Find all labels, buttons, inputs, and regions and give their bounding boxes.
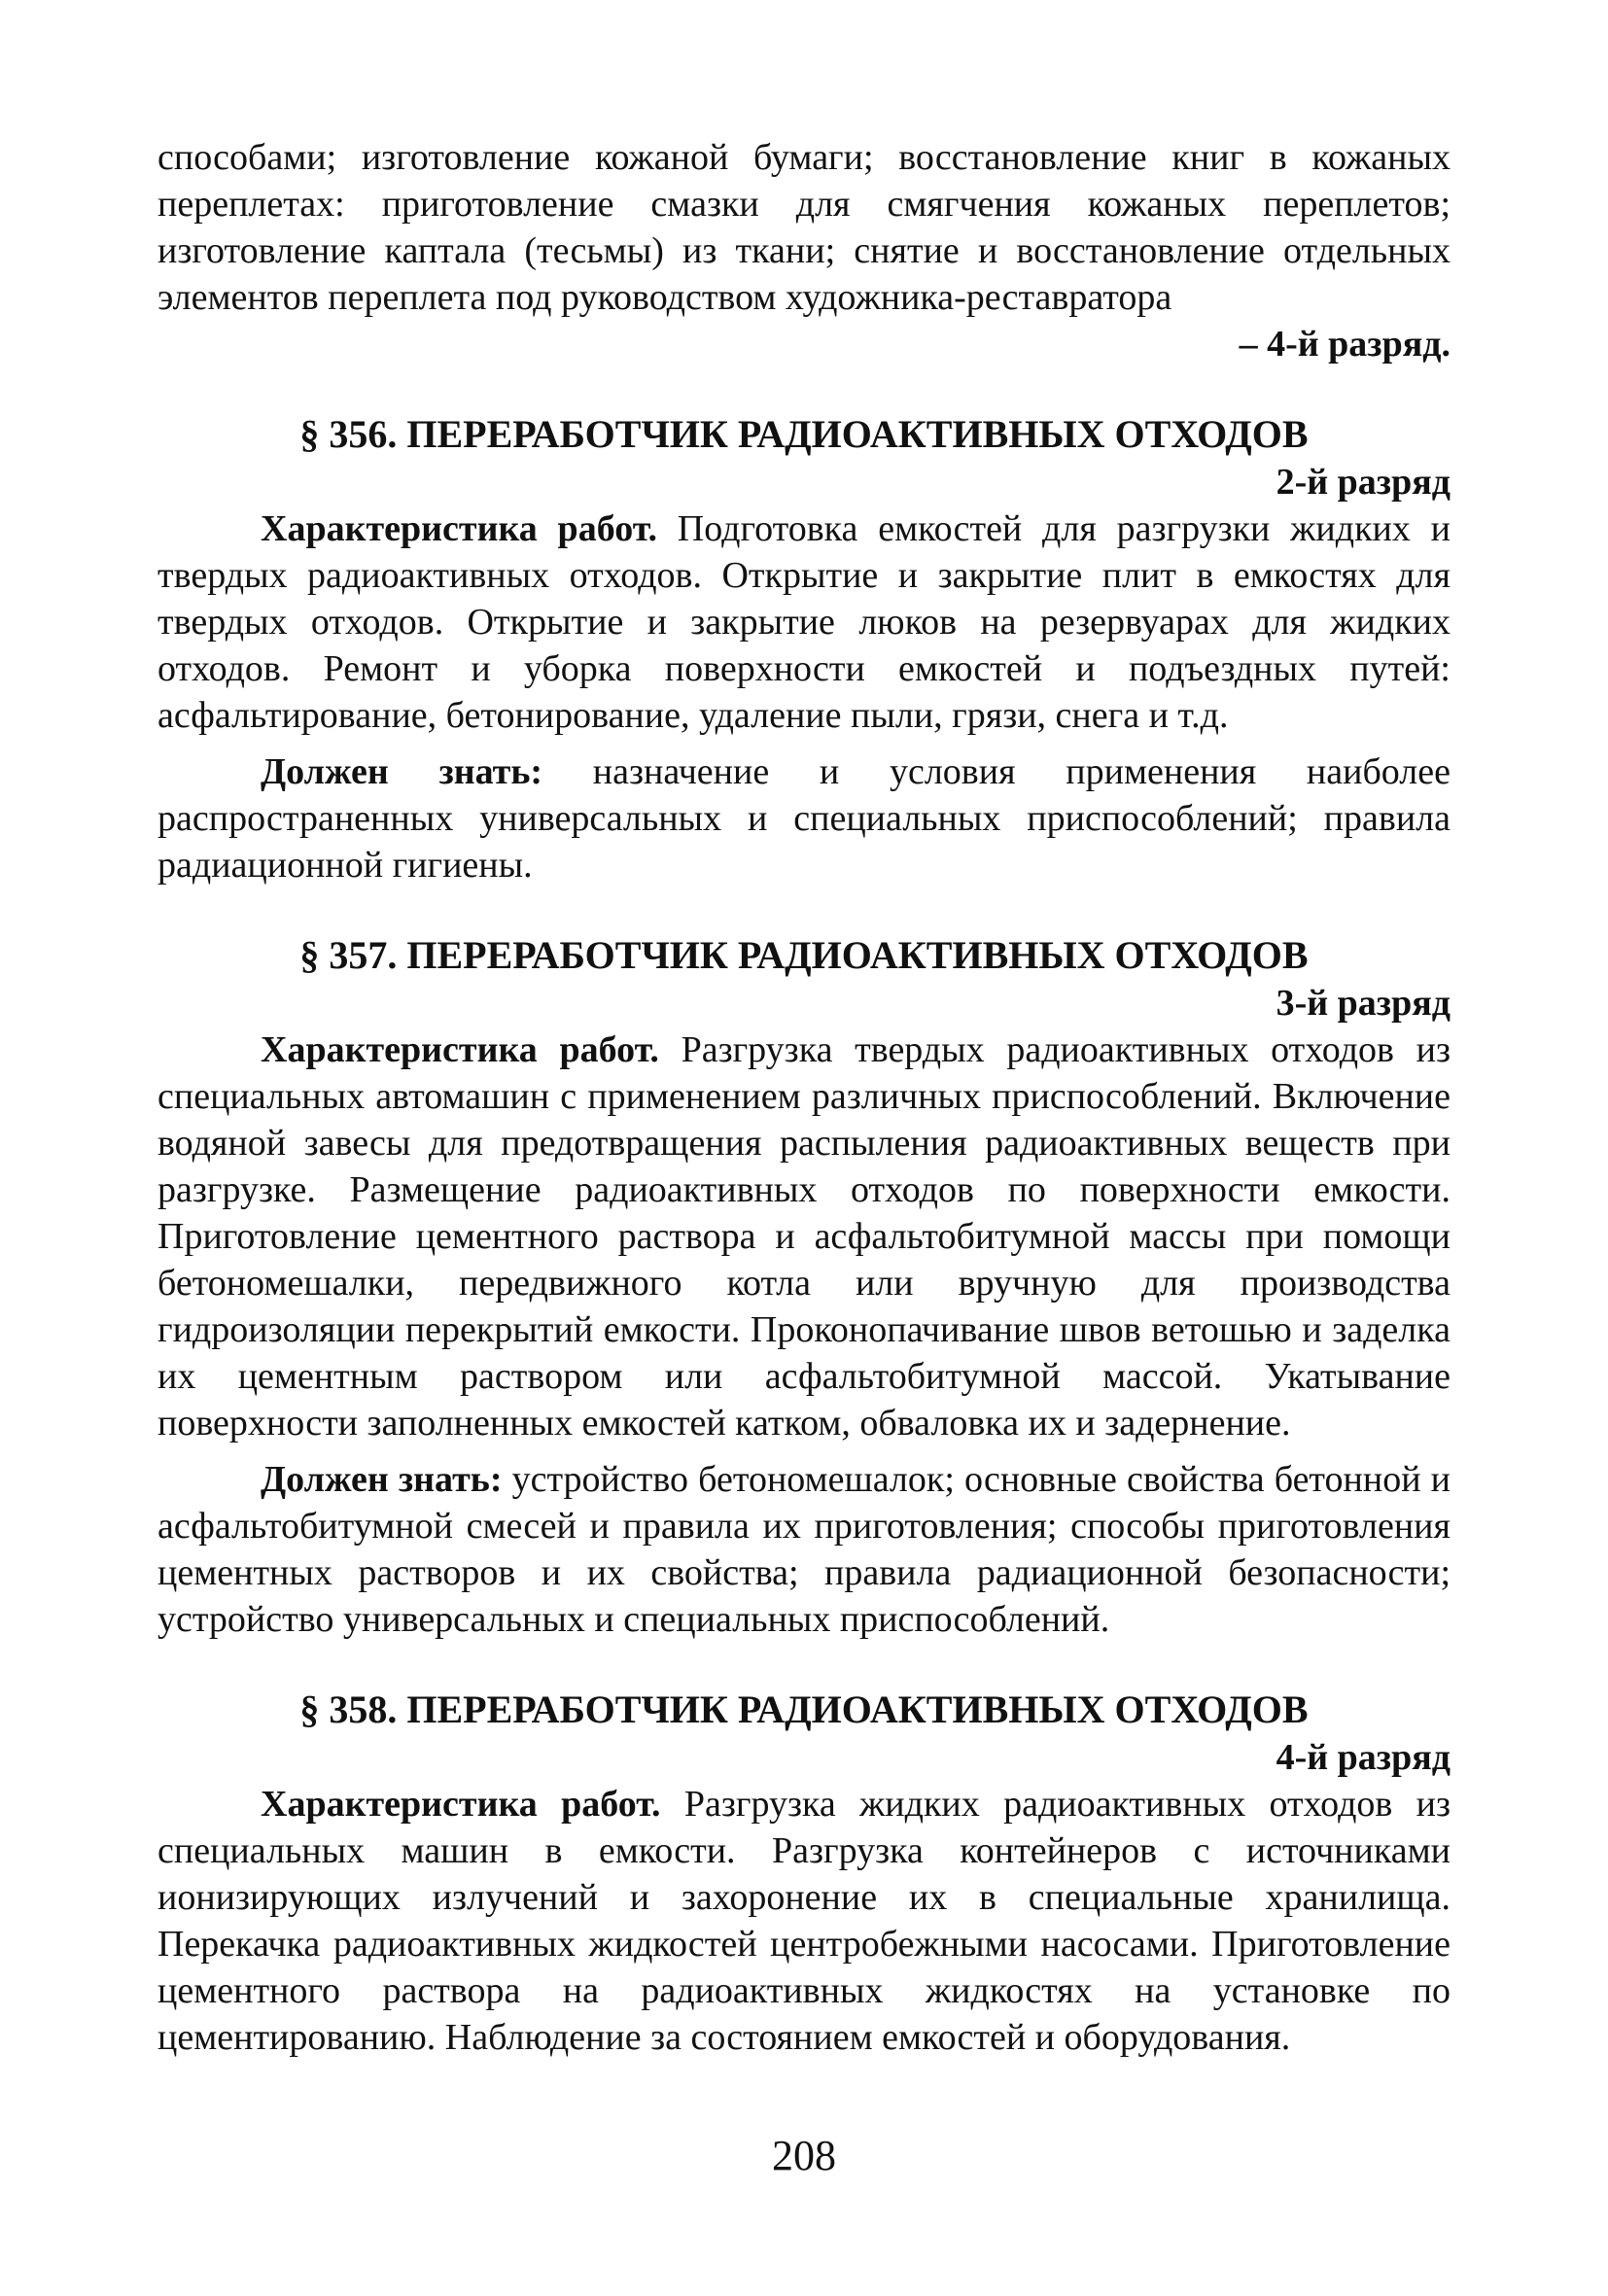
section-grade: 2-й разряд: [1276, 462, 1451, 503]
must-know-label: Должен знать:: [261, 1459, 503, 1500]
work-characteristics-text: Разгрузка твердых радиоактивных отходов из специальных автомашин с применением различных приспособлений. Включение водяной завесы для предотвращения распыления радиоактивных веществ при разгрузке. Размещение радиоактивных отходов по поверхности емкости. Приготовление цементного раствора и асфальтобитумной массы при помощи бетономешалки, передвижного котла или вручную для производства гидроизоляции перекрытий емкости. Проконопачивание швов ветошью и заделка их цементным раствором или асфальтобитумной массой. Укатывание поверхности заполненных емкостей катком, обваловка их и задернение.: [157, 1029, 1451, 1444]
section-grade: 3-й разряд: [1276, 983, 1451, 1024]
page-body: [157, 134, 1451, 2061]
section-grade: 4-й разряд: [1276, 1737, 1451, 1778]
continuation-paragraph: способами; изготовление кожаной бумаги; восстановление книг в кожаных переплетах: приготовление смазки для смягчения кожаных переплетов; изготовление каптала (тесьмы) из ткани; снятие и восстановление отдельных элементов переплета под руководством художника-реставратора: [157, 137, 1451, 318]
section-heading: § 357. ПЕРЕРАБОТЧИК РАДИОАКТИВНЫХ ОТХОДОВ: [299, 933, 1309, 977]
work-characteristics: [157, 1781, 1451, 2061]
work-characteristics: [157, 1026, 1451, 1446]
section-357: [157, 931, 1451, 1643]
continuation-grade: – 4-й разряд.: [1239, 324, 1451, 365]
must-know-text: устройство бетономешалок; основные свойства бетонной и асфальтобитумной смесей и правила их приготовления; способы приготовления цементных растворов и их свойства; правила радиационной безопасности; устройство универсальных и специальных приспособлений.: [157, 1459, 1451, 1640]
work-characteristics-label: Характеристика работ.: [261, 1784, 661, 1825]
must-know-text: назначение и условия применения наиболее распространенных универсальных и специальных приспособлений; правила радиационной гигиены.: [157, 751, 1451, 886]
page-number: 208: [772, 2132, 836, 2179]
must-know: [157, 1456, 1451, 1643]
work-characteristics-label: Характеристика работ.: [261, 508, 658, 549]
must-know: [157, 748, 1451, 888]
section-356: [157, 410, 1451, 888]
section-heading: § 358. ПЕРЕРАБОТЧИК РАДИОАКТИВНЫХ ОТХОДОВ: [299, 1687, 1309, 1731]
work-characteristics-text: Подготовка емкостей для разгрузки жидких и твердых радиоактивных отходов. Открытие и закрытие плит в емкостях для твердых отходов. Открытие и закрытие люков на резервуарах для жидких отходов. Ремонт и уборка поверхности емкостей и подъездных путей: асфальтирование, бетонирование, удаление пыли, грязи, снега и т.д.: [157, 508, 1451, 736]
work-characteristics-label: Характеристика работ.: [261, 1029, 659, 1070]
must-know-label: Должен знать:: [261, 751, 543, 792]
work-characteristics-text: Разгрузка жидких радиоактивных отходов из специальных машин в емкости. Разгрузка контейнеров с источниками ионизирующих излучений и захоронение их в специальные хранилища. Перекачка радиоактивных жидкостей центробежными насосами. Приготовление цементного раствора на радиоактивных жидкостях на установке по цементированию. Наблюдение за состоянием емкостей и оборудования.: [157, 1784, 1451, 2058]
section-heading: § 356. ПЕРЕРАБОТЧИК РАДИОАКТИВНЫХ ОТХОДОВ: [299, 412, 1309, 456]
section-358: [157, 1686, 1451, 2061]
work-characteristics: [157, 505, 1451, 739]
